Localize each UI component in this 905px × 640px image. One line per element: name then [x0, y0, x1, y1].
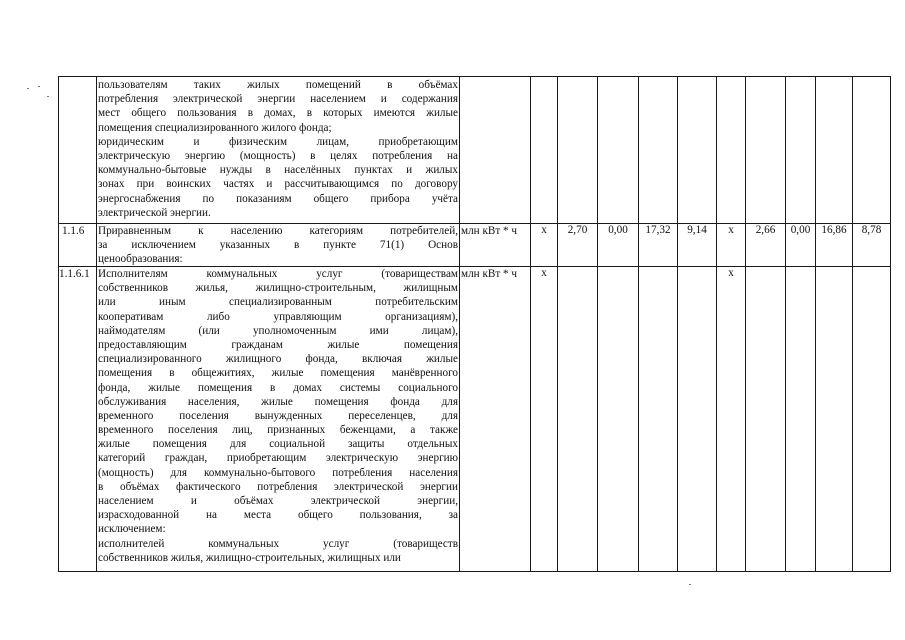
text-line: кооперативам либо управляющим организациям), — [98, 310, 458, 323]
text-line: фонда, жилые помещения в домах системы социального — [98, 381, 458, 394]
column-divider — [815, 76, 816, 572]
value-cell: 0,00 — [790, 224, 811, 236]
table-border-left — [58, 76, 59, 572]
value-cell: х — [541, 224, 547, 236]
value-cell: х — [728, 224, 734, 236]
scan-speck — [27, 88, 29, 89]
text-line: специализированного жилищного фонда, включая жилые — [98, 353, 458, 366]
text-line: помещения в общежитиях, жилые помещения манёвренного — [98, 367, 458, 380]
text-line: энергоснабжения по показаниям общего прибора учёта — [98, 192, 458, 205]
text-line: ценообразования: — [98, 253, 183, 266]
text-line: предоставляющим гражданам жилые помещения — [98, 338, 458, 351]
text-line: электрическую энергию (мощность) в целях потребления на — [98, 149, 458, 162]
row-description — [98, 267, 458, 565]
column-divider — [597, 76, 598, 572]
column-divider — [745, 76, 746, 572]
text-line: наймодателям (или уполномоченным ими лицам), — [98, 324, 458, 337]
value-cell: 2,70 — [567, 224, 588, 236]
text-line: исполнителей коммунальных услуг (товариществ — [98, 537, 458, 550]
column-divider — [96, 76, 97, 572]
scan-speck — [689, 584, 691, 585]
text-line: жилые помещения для социальной защиты отдельных — [98, 438, 458, 451]
scan-speck — [47, 96, 49, 97]
column-divider — [716, 76, 717, 572]
table-border-right — [890, 76, 891, 572]
scan-speck — [38, 86, 40, 87]
row-description — [98, 224, 458, 267]
text-line: исключением: — [98, 523, 166, 536]
column-divider — [852, 76, 853, 572]
text-line: Приравненным к населению категориям потребителей, — [98, 225, 458, 237]
table-border-bottom — [58, 571, 891, 572]
text-line: электрической энергии. — [98, 206, 211, 219]
text-line: населением и объёмах электрической энергии, — [98, 495, 458, 507]
unit-cell: млн кВт * ч — [461, 225, 518, 237]
text-line: (мощность) для коммунально-бытового потребления населения — [98, 466, 458, 479]
text-line: мест общего пользования в домах, в которых имеются жилые — [98, 107, 458, 120]
value-cell: 2,66 — [755, 224, 776, 236]
text-line: временного поселения лиц, признанных беженцами, а также — [98, 424, 458, 437]
column-divider — [638, 76, 639, 572]
text-line: или иным специализированным потребительским — [98, 296, 458, 309]
text-line: пользователям таких жилых помещений в объёмах — [98, 79, 458, 91]
text-line: израсходованной на места общего пользования, за — [98, 509, 458, 522]
value-cell: 0,00 — [608, 224, 628, 236]
row-description-continuation — [98, 78, 458, 220]
text-line: коммунально-бытовые нужды в населённых пунктах и жилых — [98, 164, 458, 177]
row-number: 1.1.6.1 — [59, 268, 90, 280]
row-number: 1.1.6 — [62, 225, 85, 237]
column-divider — [677, 76, 678, 572]
text-line: временного поселения вынужденных переселенцев, для — [98, 409, 458, 422]
table-border-top — [58, 76, 891, 77]
unit-cell: млн кВт * ч — [461, 268, 518, 280]
column-divider — [459, 76, 460, 572]
text-line: обслуживания населения, жилые помещения фонда для — [98, 395, 458, 408]
value-cell: 8,78 — [861, 224, 882, 236]
value-cell: 17,32 — [645, 224, 671, 236]
text-line: за исключением указанных в пункте 71(1) Основ — [98, 239, 458, 252]
text-line: собственников жилья, жилищно-строительных, жилищных или — [98, 551, 401, 564]
text-line: зонах при воинских частях и рассчитывающимся по договору — [98, 178, 458, 191]
column-divider — [785, 76, 786, 572]
text-line: Исполнителям коммунальных услуг (товариществам — [98, 268, 458, 280]
text-line: собственников жилья, жилищно-строительным, жилищным — [98, 282, 458, 295]
value-cell: х — [728, 267, 734, 279]
text-line: юридическим и физическим лицам, приобретающим — [98, 135, 458, 148]
value-cell: х — [541, 267, 547, 279]
column-divider — [557, 76, 558, 572]
value-cell: 16,86 — [821, 224, 847, 236]
text-line: потребления электрической энергии населением и содержания — [98, 93, 458, 106]
text-line: помещения специализированного жилого фонда; — [98, 121, 332, 134]
value-cell: 9,14 — [687, 224, 707, 236]
text-line: в объёмах фактического потребления электрической энергии — [98, 480, 458, 493]
column-divider — [530, 76, 531, 572]
text-line: категорий граждан, приобретающим электрическую энергию — [98, 452, 458, 465]
